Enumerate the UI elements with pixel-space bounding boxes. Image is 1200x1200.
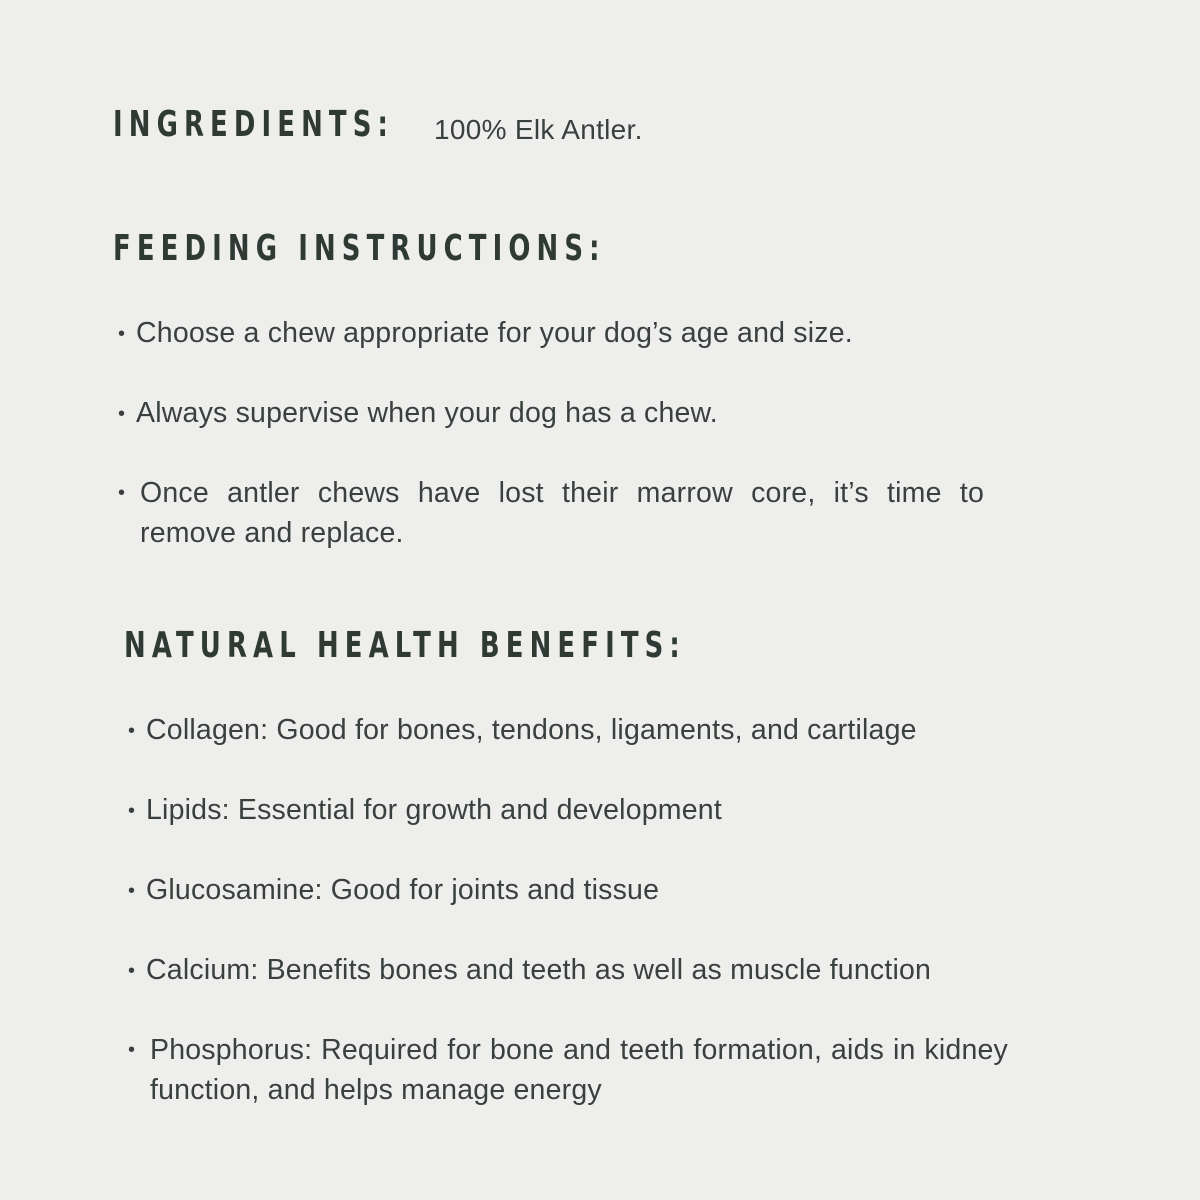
benefit-item xyxy=(128,790,1008,831)
feeding-item xyxy=(118,313,998,354)
bullet: • xyxy=(118,403,126,425)
ingredients-value: 100% Elk Antler. xyxy=(434,114,643,145)
bullet: • xyxy=(128,880,136,902)
feeding-instructions-heading xyxy=(113,228,797,269)
bullet: • xyxy=(128,800,136,822)
ingredients-heading-text: INGREDIENTS: xyxy=(113,104,394,145)
benefit-item-text: Calcium: Benefits bones and teeth as well as muscle function xyxy=(146,954,932,986)
bullet: • xyxy=(128,1039,136,1061)
benefit-item-text: Phosphorus: Required for bone and teeth formation, aids in kidney function, and helps manage energy xyxy=(150,1034,1008,1106)
bullet: • xyxy=(128,960,136,982)
benefit-item xyxy=(128,950,1028,991)
benefit-item xyxy=(128,710,1008,751)
feeding-item xyxy=(118,473,984,553)
natural-health-benefits-heading xyxy=(124,625,904,666)
benefit-item xyxy=(128,870,1008,911)
benefit-item-text: Collagen: Good for bones, tendons, ligaments, and cartilage xyxy=(146,714,917,746)
feeding-item-text: Once antler chews have lost their marrow core, it’s time to remove and replace. xyxy=(140,477,984,549)
benefit-item xyxy=(128,1030,1008,1110)
benefit-item-text: Lipids: Essential for growth and development xyxy=(146,794,722,826)
bullet: • xyxy=(118,323,126,345)
feeding-instructions-heading-text: FEEDING INSTRUCTIONS: xyxy=(113,228,606,269)
bullet: • xyxy=(128,720,136,742)
natural-health-benefits-heading-text: NATURAL HEALTH BENEFITS: xyxy=(124,625,686,666)
bullet: • xyxy=(118,482,126,504)
feeding-item-text: Always supervise when your dog has a chew. xyxy=(136,397,718,429)
benefit-item-text: Glucosamine: Good for joints and tissue xyxy=(146,874,660,906)
feeding-item-text: Choose a chew appropriate for your dog’s age and size. xyxy=(136,317,853,349)
feeding-item xyxy=(118,393,998,434)
